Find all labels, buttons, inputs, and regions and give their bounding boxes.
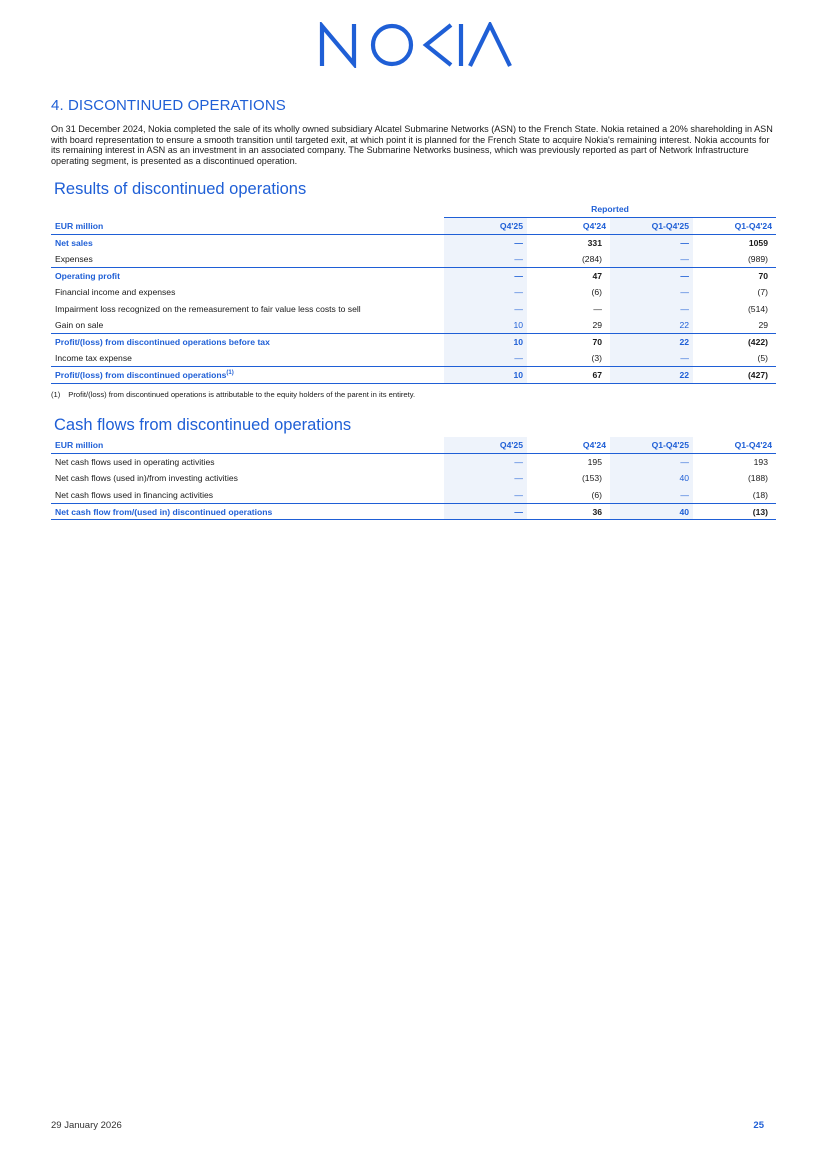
cell-value: — bbox=[593, 303, 602, 314]
row-label: Income tax expense bbox=[55, 353, 132, 364]
cell-value: (153) bbox=[581, 473, 602, 484]
row-label: Net cash flows used in financing activities bbox=[55, 489, 214, 500]
table-row bbox=[51, 503, 776, 520]
cell-value: — bbox=[610, 454, 693, 471]
cell-value: — bbox=[444, 454, 527, 471]
table-row bbox=[51, 470, 776, 487]
cell-value: 193 bbox=[753, 457, 768, 468]
cell-value: 1059 bbox=[748, 237, 768, 248]
cell-value: — bbox=[610, 350, 693, 367]
cell-value: 47 bbox=[527, 267, 610, 284]
cell-value: (3) bbox=[591, 353, 602, 364]
cell-value: 10 bbox=[444, 317, 527, 334]
results-title: Results of discontinued operations bbox=[54, 180, 307, 198]
row-label: Expenses bbox=[55, 253, 93, 264]
cell-value: — bbox=[444, 350, 527, 367]
cell-value: 29 bbox=[758, 320, 768, 331]
cell-value: — bbox=[444, 251, 527, 268]
row-label: Operating profit bbox=[51, 267, 444, 284]
table-row bbox=[51, 301, 776, 318]
cell-value: (514) bbox=[747, 303, 768, 314]
row-label: Impairment loss recognized on the remeasurement to fair value less costs to sell bbox=[55, 303, 361, 314]
col-header: Q4'24 bbox=[527, 437, 610, 454]
col-header: EUR million bbox=[51, 218, 444, 235]
cell-value: — bbox=[610, 251, 693, 268]
table-row bbox=[51, 487, 776, 504]
cell-value: — bbox=[444, 503, 527, 520]
cell-value: (422) bbox=[693, 334, 776, 351]
cell-value: 36 bbox=[527, 503, 610, 520]
cashflows-title: Cash flows from discontinued operations bbox=[54, 416, 352, 434]
footnote-text: Profit/(loss) from discontinued operations is attributable to the equity holders of the parent in its entirety. bbox=[68, 390, 416, 399]
row-label: Profit/(loss) from discontinued operations$^{(1)}$ bbox=[51, 367, 444, 384]
cell-value: — bbox=[444, 470, 527, 487]
cell-value: — bbox=[444, 267, 527, 284]
cell-value: (5) bbox=[757, 353, 768, 364]
cell-value: — bbox=[610, 301, 693, 318]
col-header: Q1-Q4'24 bbox=[693, 218, 776, 235]
cell-value: — bbox=[444, 301, 527, 318]
table-row bbox=[51, 454, 776, 471]
table-row bbox=[51, 317, 776, 334]
intro-paragraph: On 31 December 2024, Nokia completed the sale of its wholly owned subsidiary Alcatel Submarine Networks (ASN) to the French State. Nokia retained a 20% shareholding in ASN with board representation to ensure a smooth transition until targeted exit, at which point it is planned for the French State to acquire Nokia's remaining interest. Nokia accounts for its remaining interest in ASN as an investment in an associated company. The Submarine Networks business, which was previously reported as part of Network Infrastructure operating segment, is presented as a discontinued operation. bbox=[51, 124, 773, 166]
table-row bbox=[51, 350, 776, 367]
cell-value: 70 bbox=[527, 334, 610, 351]
footnote-marker: (1) bbox=[51, 390, 61, 399]
table-row bbox=[51, 251, 776, 268]
section-title: 4. DISCONTINUED OPERATIONS bbox=[51, 97, 286, 114]
cell-value: (188) bbox=[747, 473, 768, 484]
nokia-logo bbox=[319, 22, 514, 68]
footnote bbox=[51, 390, 423, 399]
row-label: Net cash flow from/(used in) discontinued operations bbox=[51, 503, 444, 520]
cell-value: 331 bbox=[587, 237, 602, 248]
table-row bbox=[51, 267, 776, 284]
footnote-ref: (1) bbox=[226, 370, 234, 377]
table-row bbox=[51, 284, 776, 301]
cell-value: — bbox=[610, 284, 693, 301]
reported-group-header: Reported bbox=[444, 201, 776, 218]
cell-value: 10 bbox=[444, 334, 527, 351]
cell-value: (13) bbox=[693, 503, 776, 520]
cell-value: (7) bbox=[757, 287, 768, 298]
cell-value: (6) bbox=[591, 287, 602, 298]
cell-value: (427) bbox=[693, 367, 776, 384]
table-row bbox=[51, 334, 776, 351]
cell-value: 67 bbox=[527, 367, 610, 384]
row-label: Profit/(loss) from discontinued operations before tax bbox=[51, 334, 444, 351]
page-number: 25 bbox=[753, 1120, 764, 1131]
results-table bbox=[51, 201, 776, 384]
cell-value: 29 bbox=[592, 320, 602, 331]
cell-value: (6) bbox=[591, 489, 602, 500]
row-label: Net cash flows used in operating activities bbox=[55, 457, 215, 468]
row-label: Financial income and expenses bbox=[55, 287, 176, 298]
col-header: EUR million bbox=[51, 437, 444, 454]
col-header: Q1-Q4'25 bbox=[610, 218, 693, 235]
cell-value: — bbox=[610, 234, 693, 251]
cell-value: — bbox=[444, 487, 527, 504]
cell-value: 10 bbox=[444, 367, 527, 384]
cell-value: (284) bbox=[581, 253, 602, 264]
cell-value: 40 bbox=[610, 470, 693, 487]
cell-value: 22 bbox=[610, 317, 693, 334]
cell-value: 195 bbox=[587, 457, 602, 468]
cell-value: — bbox=[444, 284, 527, 301]
cashflows-table bbox=[51, 437, 776, 520]
table-row bbox=[51, 234, 776, 251]
cell-value: — bbox=[444, 234, 527, 251]
cell-value: — bbox=[610, 267, 693, 284]
row-label: Net sales bbox=[55, 237, 93, 248]
cell-value: 40 bbox=[610, 503, 693, 520]
cell-value: (18) bbox=[752, 489, 768, 500]
footer-date: 29 January 2026 bbox=[51, 1120, 122, 1131]
col-header: Q4'25 bbox=[444, 218, 527, 235]
cell-value: 22 bbox=[610, 367, 693, 384]
col-header: Q4'24 bbox=[527, 218, 610, 235]
col-header: Q4'25 bbox=[444, 437, 527, 454]
cell-value: 70 bbox=[693, 267, 776, 284]
cell-value: — bbox=[610, 487, 693, 504]
cell-value: (989) bbox=[747, 253, 768, 264]
cell-value: 22 bbox=[610, 334, 693, 351]
row-label: Net cash flows (used in)/from investing activities bbox=[55, 473, 238, 484]
row-label: Gain on sale bbox=[55, 320, 104, 331]
col-header: Q1-Q4'25 bbox=[610, 437, 693, 454]
col-header: Q1-Q4'24 bbox=[693, 437, 776, 454]
table-row bbox=[51, 367, 776, 384]
